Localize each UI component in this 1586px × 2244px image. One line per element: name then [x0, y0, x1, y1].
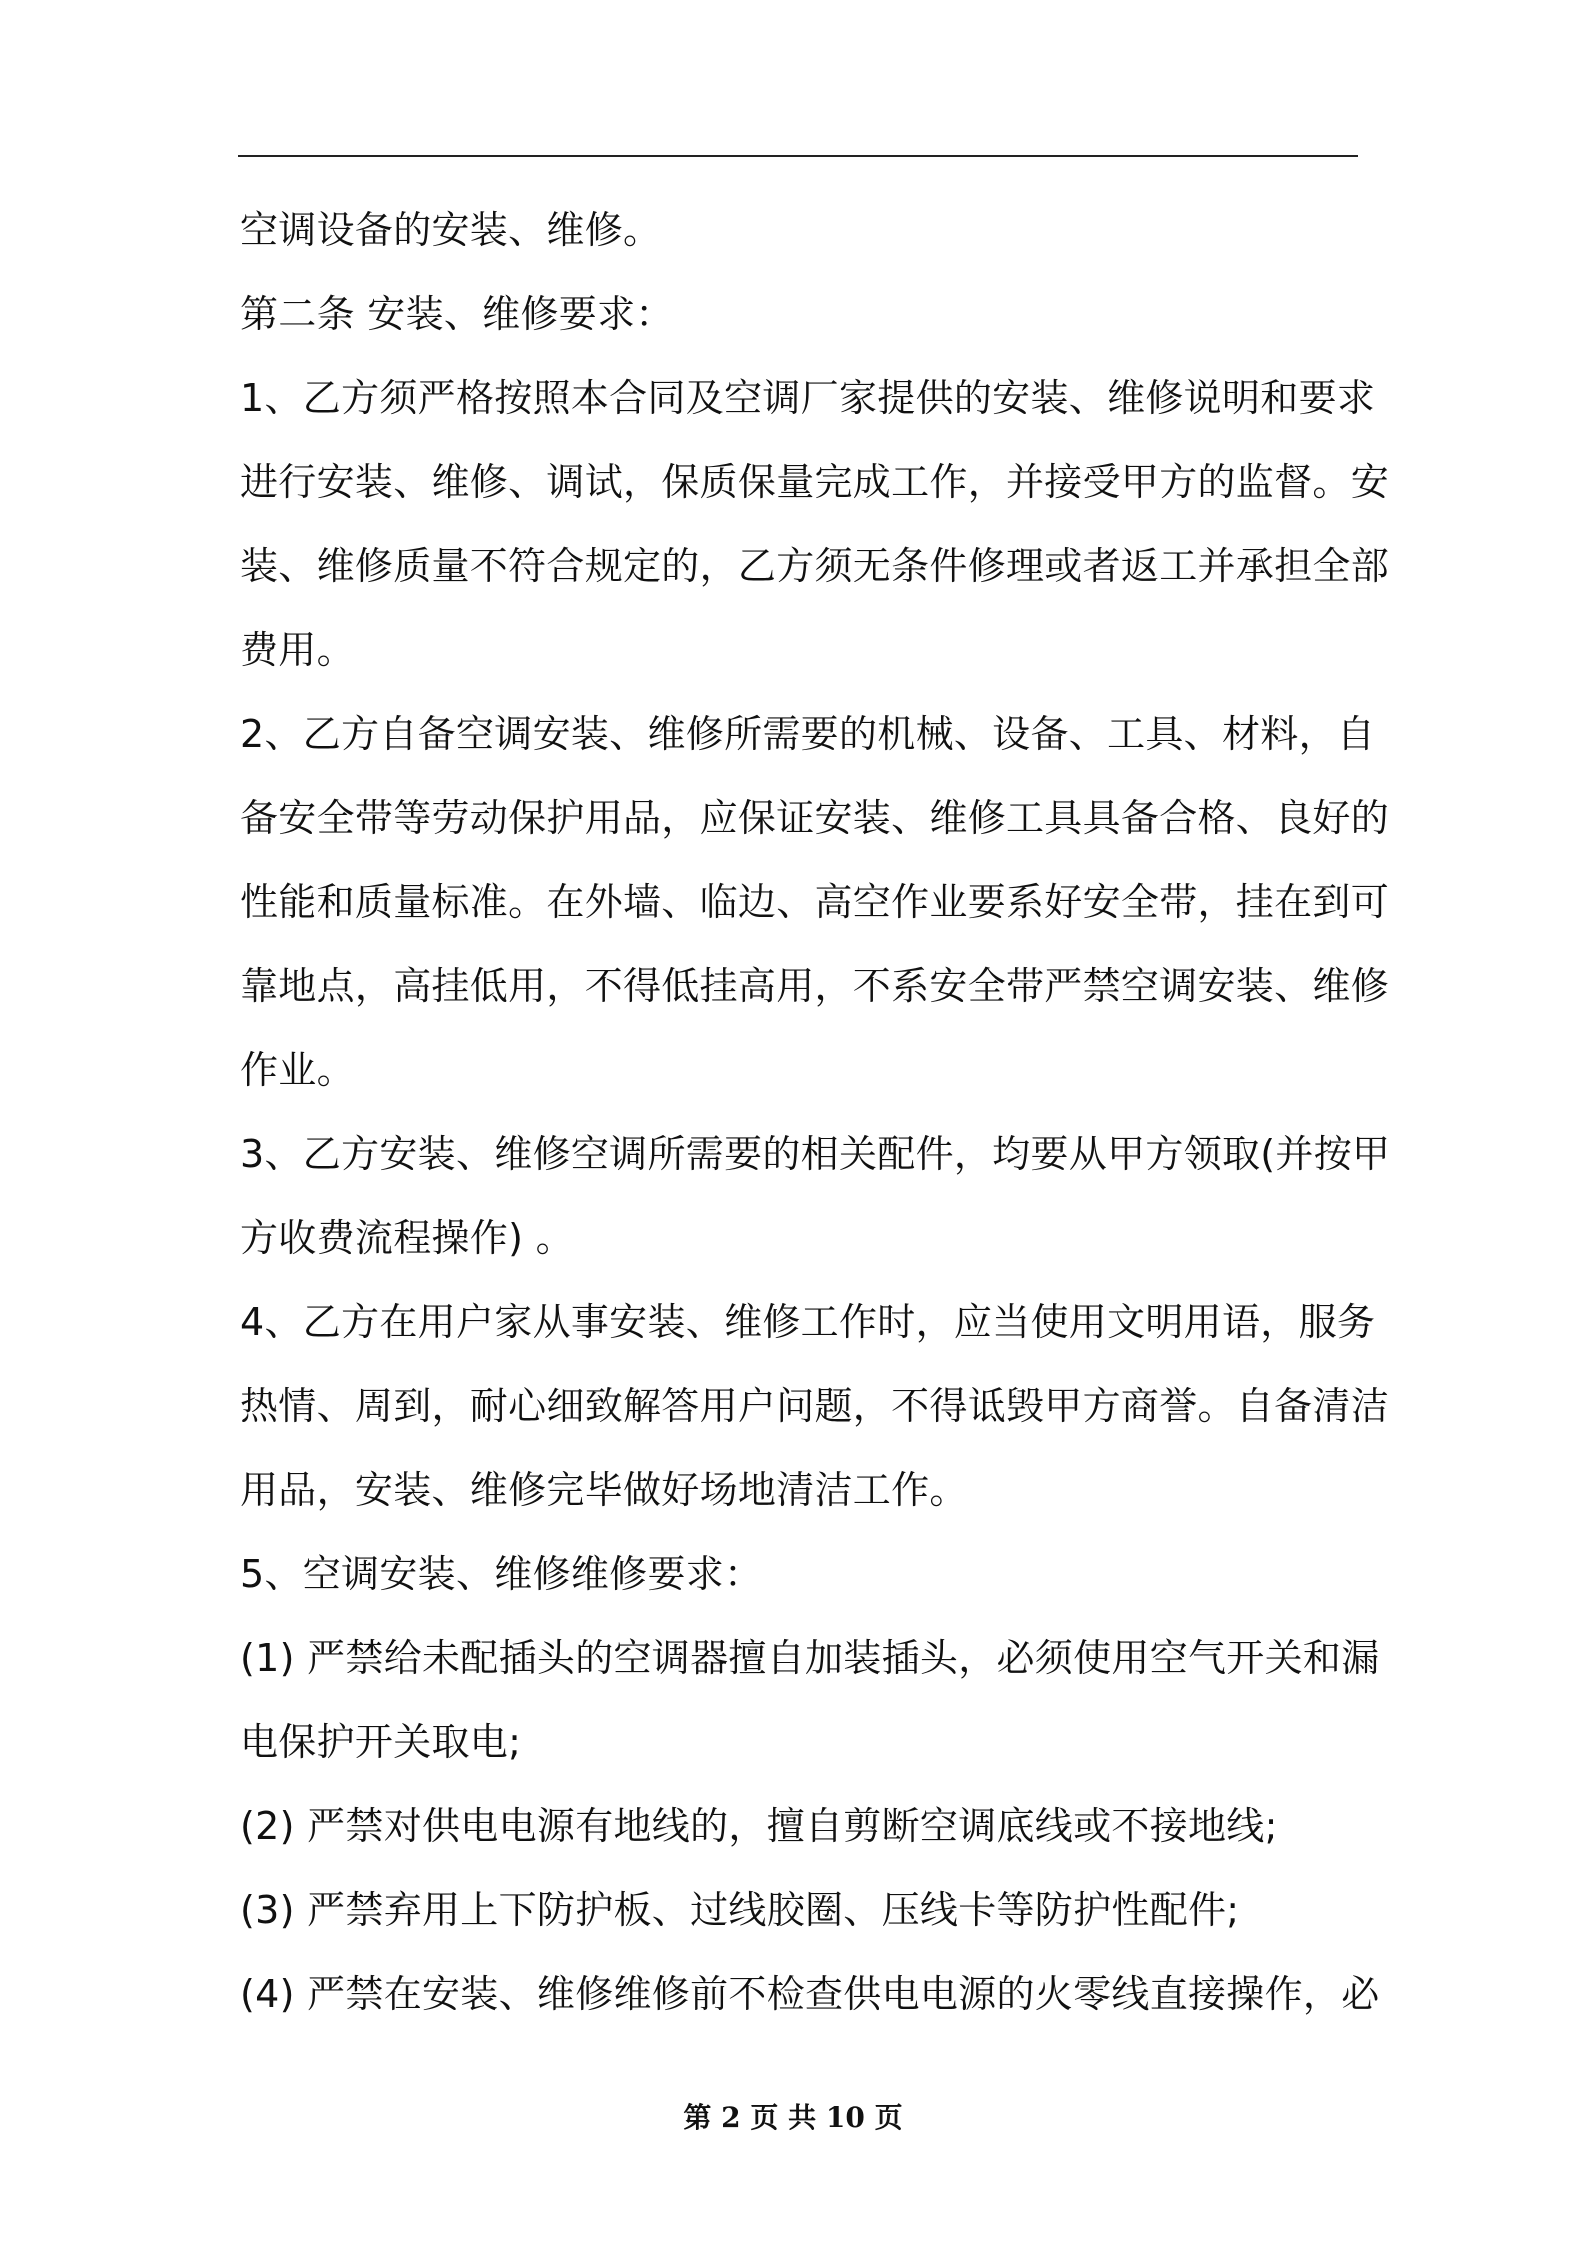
page-footer [0, 2098, 1586, 2138]
text-line: 装、维修质量不符合规定的，乙方须无条件修理或者返工并承担全部 [240, 544, 1390, 588]
text-line: (3) 严禁弃用上下防护板、过线胶圈、压线卡等防护性配件; [240, 1888, 1240, 1932]
text-line: 作业。 [240, 1048, 355, 1092]
text-line: 备安全带等劳动保护用品，应保证安装、维修工具具备合格、良好的 [240, 796, 1390, 840]
text-line: (4) 严禁在安装、维修维修前不检查供电电源的火零线直接操作，必 [240, 1972, 1380, 2016]
text-line: 2、乙方自备空调安装、维修所需要的机械、设备、工具、材料，自 [240, 712, 1376, 756]
text-line: (2) 严禁对供电电源有地线的，擅自剪断空调底线或不接地线; [240, 1804, 1278, 1848]
text-line: (1) 严禁给未配插头的空调器擅自加装插头，必须使用空气开关和漏 [240, 1636, 1380, 1680]
document-body [240, 188, 1391, 2036]
text-line: 4、乙方在用户家从事安装、维修工作时，应当使用文明用语，服务 [240, 1300, 1376, 1344]
text-line: 5、空调安装、维修维修要求： [240, 1552, 763, 1596]
page-number: 第 2 页 共 10 页 [683, 2101, 903, 2134]
text-line: 电保护开关取电; [240, 1720, 522, 1764]
article-heading: 第二条 安装、维修要求： [240, 292, 674, 336]
text-line: 用品，安装、维修完毕做好场地清洁工作。 [240, 1468, 968, 1512]
header-rule [238, 155, 1358, 157]
text-line: 空调设备的安装、维修。 [240, 208, 662, 252]
text-line: 进行安装、维修、调试，保质保量完成工作，并接受甲方的监督。安 [240, 460, 1390, 504]
text-line: 靠地点，高挂低用，不得低挂高用，不系安全带严禁空调安装、维修 [240, 964, 1390, 1008]
text-line: 性能和质量标准。在外墙、临边、高空作业要系好安全带，挂在到可 [240, 880, 1390, 924]
text-line: 3、乙方安装、维修空调所需要的相关配件，均要从甲方领取(并按甲 [240, 1132, 1391, 1176]
text-line: 费用。 [240, 628, 355, 672]
text-line: 方收费流程操作) 。 [240, 1216, 574, 1260]
text-line: 1、乙方须严格按照本合同及空调厂家提供的安装、维修说明和要求 [240, 376, 1376, 420]
text-line: 热情、周到，耐心细致解答用户问题，不得诋毁甲方商誉。自备清洁 [240, 1384, 1390, 1428]
